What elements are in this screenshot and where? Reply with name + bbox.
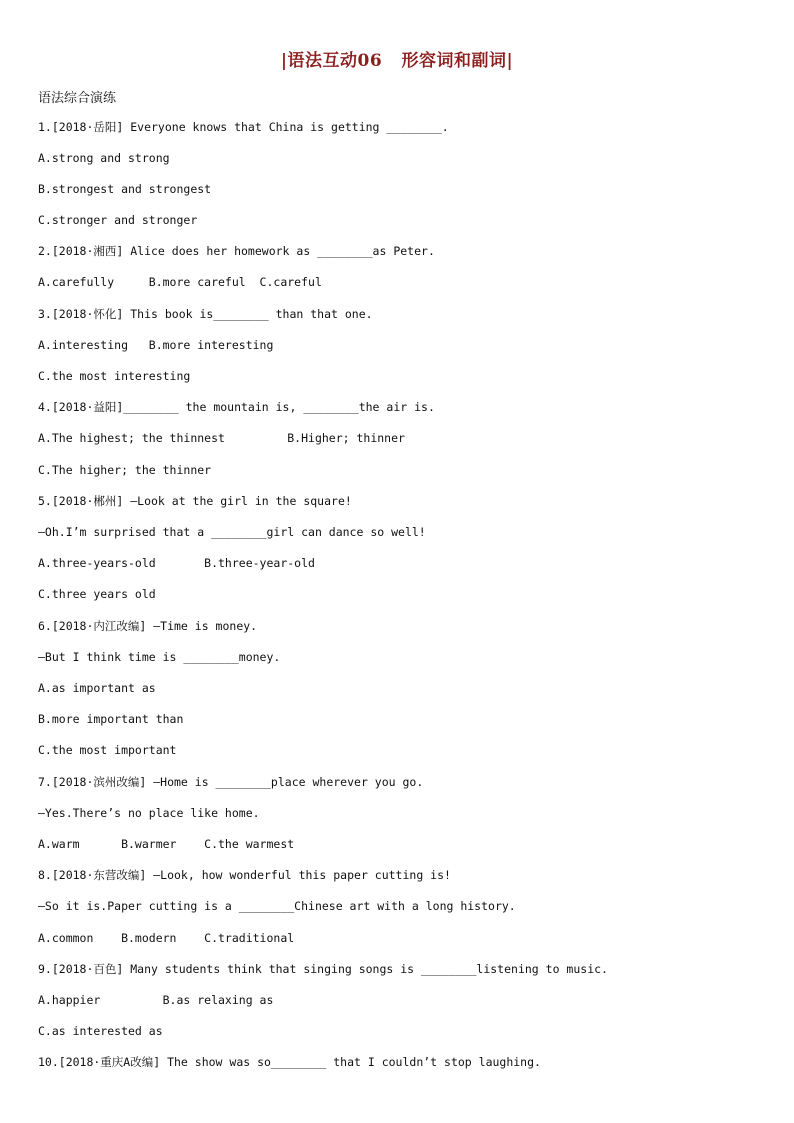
option-line: C.as interested as [38, 1024, 163, 1038]
question-line: 9.[2018·百色] Many students think that singing songs is ________listening to music. [38, 962, 608, 976]
question-line: 8.[2018·东营改编] —Look, how wonderful this paper cutting is! [38, 868, 451, 882]
option-line: A.common B.modern C.traditional [38, 931, 295, 945]
option-line: A.as important as [38, 681, 156, 695]
option-line: C.three years old [38, 587, 156, 601]
option-line: A.interesting B.more interesting [38, 338, 274, 352]
option-line: A.happier B.as relaxing as [38, 993, 274, 1007]
section-heading: 语法综合演练 [38, 91, 117, 106]
option-line: C.the most important [38, 743, 177, 757]
option-line: B.more important than [38, 712, 184, 726]
question-line: 2.[2018·湘西] Alice does her homework as ________as Peter. [38, 244, 435, 258]
option-line: C.The higher; the thinner [38, 463, 212, 477]
option-line: A.carefully B.more careful C.careful [38, 275, 322, 289]
dialogue-line: —Yes.There’s no place like home. [38, 806, 260, 820]
question-line: 1.[2018·岳阳] Everyone knows that China is getting ________. [38, 120, 449, 134]
question-line: 4.[2018·益阳]________ the mountain is, ________the air is. [38, 400, 435, 414]
option-line: A.The highest; the thinnest B.Higher; thinner [38, 431, 405, 445]
question-line: 7.[2018·滨州改编] —Home is ________place wherever you go. [38, 775, 424, 789]
option-line: A.warm B.warmer C.the warmest [38, 837, 295, 851]
option-line: A.three-years-old B.three-year-old [38, 556, 315, 570]
question-line: 3.[2018·怀化] This book is________ than that one. [38, 307, 373, 321]
dialogue-line: —Oh.I’m surprised that a ________girl can dance so well! [38, 525, 426, 539]
dialogue-line: —But I think time is ________money. [38, 650, 281, 664]
question-line: 6.[2018·内江改编] —Time is money. [38, 619, 258, 633]
option-line: C.stronger and stronger [38, 213, 198, 227]
page-title: |语法互动06 形容词和副词| [280, 51, 514, 71]
question-line: 5.[2018·郴州] —Look at the girl in the square! [38, 494, 352, 508]
option-line: C.the most interesting [38, 369, 191, 383]
question-line: 10.[2018·重庆A改编] The show was so________ that I couldn’t stop laughing. [38, 1055, 541, 1069]
option-line: A.strong and strong [38, 151, 170, 165]
option-line: B.strongest and strongest [38, 182, 212, 196]
dialogue-line: —So it is.Paper cutting is a ________Chinese art with a long history. [38, 899, 516, 913]
